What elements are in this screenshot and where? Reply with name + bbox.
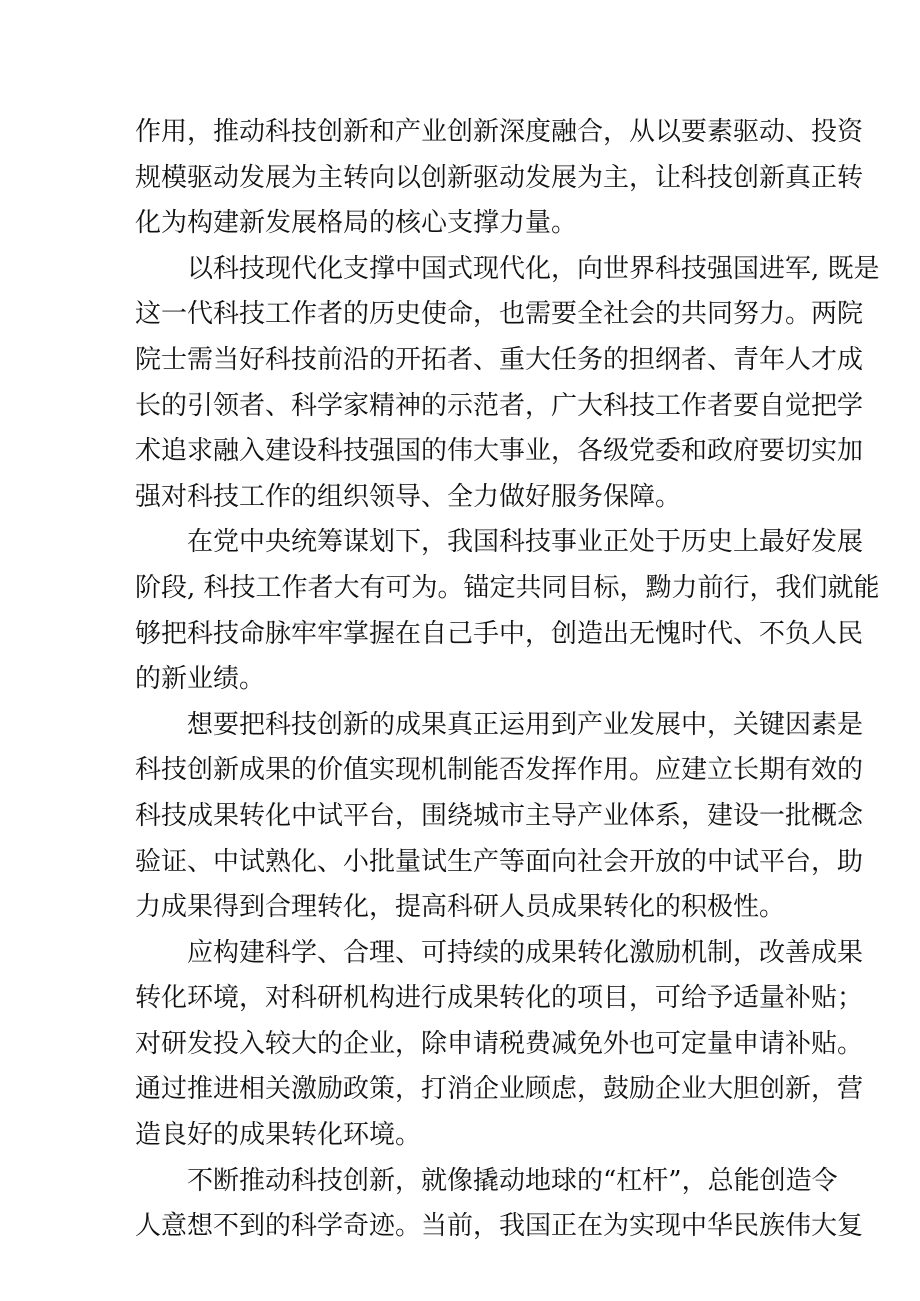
paragraph: [135, 110, 864, 247]
text-line: 够把科技命脉牢牢掌握在自己手中，创造出无愧时代、不负人民: [135, 618, 864, 649]
text-line: 力成果得到合理转化，提高科研人员成果转化的积极性。: [135, 892, 786, 923]
text-line: 想要把科技创新的成果真正运用到产业发展中，关键因素是: [187, 709, 864, 740]
paragraph: [135, 247, 880, 521]
text-line: 造良好的成果转化环境。: [135, 1120, 422, 1151]
text-line: 科技创新成果的价值实现机制能否发挥作用。应建立长期有效的: [135, 755, 864, 786]
text-line: 转化环境，对科研机构进行成果转化的项目，可给予适量补贴；: [135, 983, 864, 1014]
text-line: 验证、中试熟化、小批量试生产等面向社会开放的中试平台，助: [135, 846, 864, 877]
text-line: 院士需当好科技前沿的开拓者、重大任务的担纲者、青年人才成: [135, 344, 864, 375]
text-line: 在党中央统筹谋划下，我国科技事业正处于历史上最好发展: [187, 527, 864, 558]
text-line: 阶段, 科技工作者大有可为。锚定共同目标，黝力前行，我们就能: [135, 572, 880, 603]
text-line: 作用，推动科技创新和产业创新深度融合，从以要素驱动、投资: [135, 117, 864, 147]
text-line: 应构建科学、合理、可持续的成果转化激励机制，改善成果: [187, 937, 864, 968]
text-line: 以科技现代化支撑中国式现代化，向世界科技强国进军, 既是: [187, 253, 880, 284]
text-line: 长的引领者、科学家精神的示范者，广大科技工作者要自觉把学: [135, 390, 864, 421]
text-line: 人意想不到的科学奇迹。当前，我国正在为实现中华民族伟大复: [135, 1211, 864, 1242]
text-line: 通过推进相关激励政策，打消企业顾虑，鼓励企业大胆创新，营: [135, 1074, 864, 1105]
paragraph: [135, 1159, 864, 1250]
text-line: 规模驱动发展为主转向以创新驱动发展为主，让科技创新真正转: [135, 162, 864, 193]
text-line: 科技成果转化中试平台，围绕城市主导产业体系，建设一批概念: [135, 800, 864, 831]
text-line: 不断推动科技创新，就像撬动地球的“杠杆”，总能创造令: [187, 1165, 838, 1196]
paragraph: [135, 703, 864, 931]
paragraph: [135, 520, 880, 702]
paragraph: [135, 931, 864, 1159]
text-line: 强对科技工作的组织领导、全力做好服务保障。: [135, 481, 682, 512]
article-body: [135, 110, 880, 1250]
text-line: 这一代科技工作者的历史使命，也需要全社会的共同努力。两院: [135, 299, 864, 330]
text-line: 的新业绩。: [135, 664, 266, 695]
text-line: 化为构建新发展格局的核心支撑力量。: [135, 208, 578, 239]
text-line: 对研发投入较大的企业，除申请税费减免外也可定量申请补贴。: [135, 1028, 864, 1059]
text-line: 术追求融入建设科技强国的伟大事业，各级党委和政府要切实加: [135, 436, 864, 467]
